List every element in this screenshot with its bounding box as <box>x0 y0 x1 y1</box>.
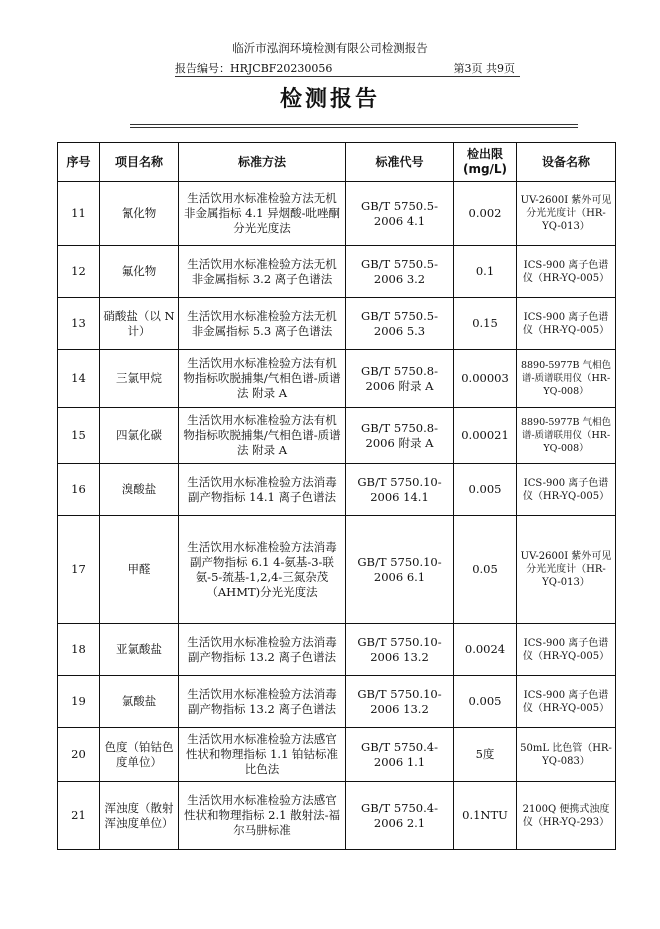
cell-method: 生活饮用水标准检验方法消毒副产物指标 13.2 离子色谱法 <box>179 624 346 676</box>
table-row <box>58 676 616 728</box>
cell-limit: 5度 <box>454 728 517 782</box>
col-header-no: 序号 <box>58 143 100 182</box>
table-row <box>58 464 616 516</box>
table-row <box>58 624 616 676</box>
table-row <box>58 350 616 408</box>
cell-limit: 0.005 <box>454 676 517 728</box>
cell-equipment: UV-2600I 紫外可见分光光度计（HR-YQ-013） <box>517 182 616 246</box>
cell-item: 浑浊度（散射浑浊度单位） <box>100 782 179 850</box>
header-rule <box>175 76 520 77</box>
cell-equipment: ICS-900 离子色谱仪（HR-YQ-005） <box>517 246 616 298</box>
cell-method: 生活饮用水标准检验方法无机非金属指标 5.3 离子色谱法 <box>179 298 346 350</box>
cell-item: 色度（铂钴色度单位） <box>100 728 179 782</box>
cell-item: 甲醛 <box>100 516 179 624</box>
report-table <box>57 142 616 850</box>
cell-method: 生活饮用水标准检验方法有机物指标吹脱捕集/气相色谱-质谱法 附录 A <box>179 350 346 408</box>
cell-equipment: 8890-5977B 气相色谱-质谱联用仪（HR-YQ-008） <box>517 350 616 408</box>
cell-no: 20 <box>58 728 100 782</box>
col-header-limit: 检出限 (mg/L) <box>454 143 517 182</box>
cell-code: GB/T 5750.8-2006 附录 A <box>346 350 454 408</box>
cell-limit: 0.005 <box>454 464 517 516</box>
col-header-item: 项目名称 <box>100 143 179 182</box>
company-header: 临沂市泓润环境检测有限公司检测报告 <box>232 41 428 55</box>
cell-no: 14 <box>58 350 100 408</box>
cell-equipment: 2100Q 便携式浊度仪（HR-YQ-293） <box>517 782 616 850</box>
table-row <box>58 728 616 782</box>
cell-item: 三氯甲烷 <box>100 350 179 408</box>
cell-method: 生活饮用水标准检验方法感官性状和物理指标 1.1 铂钴标准比色法 <box>179 728 346 782</box>
report-number: 报告编号：HRJCBF20230056 <box>175 62 333 75</box>
cell-item: 氟化物 <box>100 246 179 298</box>
cell-no: 17 <box>58 516 100 624</box>
cell-code: GB/T 5750.5-2006 5.3 <box>346 298 454 350</box>
cell-code: GB/T 5750.5-2006 4.1 <box>346 182 454 246</box>
cell-code: GB/T 5750.10-2006 13.2 <box>346 624 454 676</box>
cell-item: 氰化物 <box>100 182 179 246</box>
cell-method: 生活饮用水标准检验方法无机非金属指标 4.1 异烟酸-吡唑酮分光光度法 <box>179 182 346 246</box>
cell-equipment: ICS-900 离子色谱仪（HR-YQ-005） <box>517 624 616 676</box>
cell-no: 19 <box>58 676 100 728</box>
table-row <box>58 298 616 350</box>
cell-method: 生活饮用水标准检验方法无机非金属指标 3.2 离子色谱法 <box>179 246 346 298</box>
cell-no: 16 <box>58 464 100 516</box>
col-header-equipment: 设备名称 <box>517 143 616 182</box>
table-row <box>58 782 616 850</box>
cell-limit: 0.00021 <box>454 408 517 464</box>
cell-equipment: ICS-900 离子色谱仪（HR-YQ-005） <box>517 676 616 728</box>
cell-item: 四氯化碳 <box>100 408 179 464</box>
cell-item: 溴酸盐 <box>100 464 179 516</box>
cell-item: 亚氯酸盐 <box>100 624 179 676</box>
cell-limit: 0.002 <box>454 182 517 246</box>
cell-equipment: ICS-900 离子色谱仪（HR-YQ-005） <box>517 298 616 350</box>
cell-code: GB/T 5750.5-2006 3.2 <box>346 246 454 298</box>
cell-equipment: UV-2600I 紫外可见分光光度计（HR-YQ-013） <box>517 516 616 624</box>
cell-method: 生活饮用水标准检验方法感官性状和物理指标 2.1 散射法-福尔马肼标准 <box>179 782 346 850</box>
cell-no: 18 <box>58 624 100 676</box>
cell-method: 生活饮用水标准检验方法消毒副产物指标 6.1 4-氨基-3-联氨-5-巯基-1,2,4-三氮杂茂（AHMT)分光光度法 <box>179 516 346 624</box>
cell-no: 12 <box>58 246 100 298</box>
cell-code: GB/T 5750.8-2006 附录 A <box>346 408 454 464</box>
cell-equipment: 8890-5977B 气相色谱-质谱联用仪（HR-YQ-008） <box>517 408 616 464</box>
cell-method: 生活饮用水标准检验方法有机物指标吹脱捕集/气相色谱-质谱法 附录 A <box>179 408 346 464</box>
title-rule-bottom <box>130 127 578 128</box>
page-indicator: 第3页 共9页 <box>453 62 515 75</box>
cell-code: GB/T 5750.10-2006 14.1 <box>346 464 454 516</box>
table-row <box>58 408 616 464</box>
cell-code: GB/T 5750.10-2006 6.1 <box>346 516 454 624</box>
cell-code: GB/T 5750.10-2006 13.2 <box>346 676 454 728</box>
cell-no: 21 <box>58 782 100 850</box>
col-header-code: 标准代号 <box>346 143 454 182</box>
table-row <box>58 182 616 246</box>
cell-code: GB/T 5750.4-2006 1.1 <box>346 728 454 782</box>
cell-item: 氯酸盐 <box>100 676 179 728</box>
report-title: 检测报告 <box>279 87 380 112</box>
cell-equipment: ICS-900 离子色谱仪（HR-YQ-005） <box>517 464 616 516</box>
cell-no: 11 <box>58 182 100 246</box>
table-row <box>58 516 616 624</box>
cell-code: GB/T 5750.4-2006 2.1 <box>346 782 454 850</box>
table-row <box>58 246 616 298</box>
cell-limit: 0.05 <box>454 516 517 624</box>
cell-limit: 0.1NTU <box>454 782 517 850</box>
cell-no: 13 <box>58 298 100 350</box>
cell-item: 硝酸盐（以 N 计） <box>100 298 179 350</box>
cell-method: 生活饮用水标准检验方法消毒副产物指标 13.2 离子色谱法 <box>179 676 346 728</box>
cell-limit: 0.1 <box>454 246 517 298</box>
cell-limit: 0.00003 <box>454 350 517 408</box>
cell-equipment: 50mL 比色管（HR-YQ-083） <box>517 728 616 782</box>
cell-limit: 0.0024 <box>454 624 517 676</box>
cell-limit: 0.15 <box>454 298 517 350</box>
cell-method: 生活饮用水标准检验方法消毒副产物指标 14.1 离子色谱法 <box>179 464 346 516</box>
cell-no: 15 <box>58 408 100 464</box>
table-header-row <box>58 143 616 182</box>
col-header-method: 标准方法 <box>179 143 346 182</box>
title-rule-top <box>130 124 578 125</box>
